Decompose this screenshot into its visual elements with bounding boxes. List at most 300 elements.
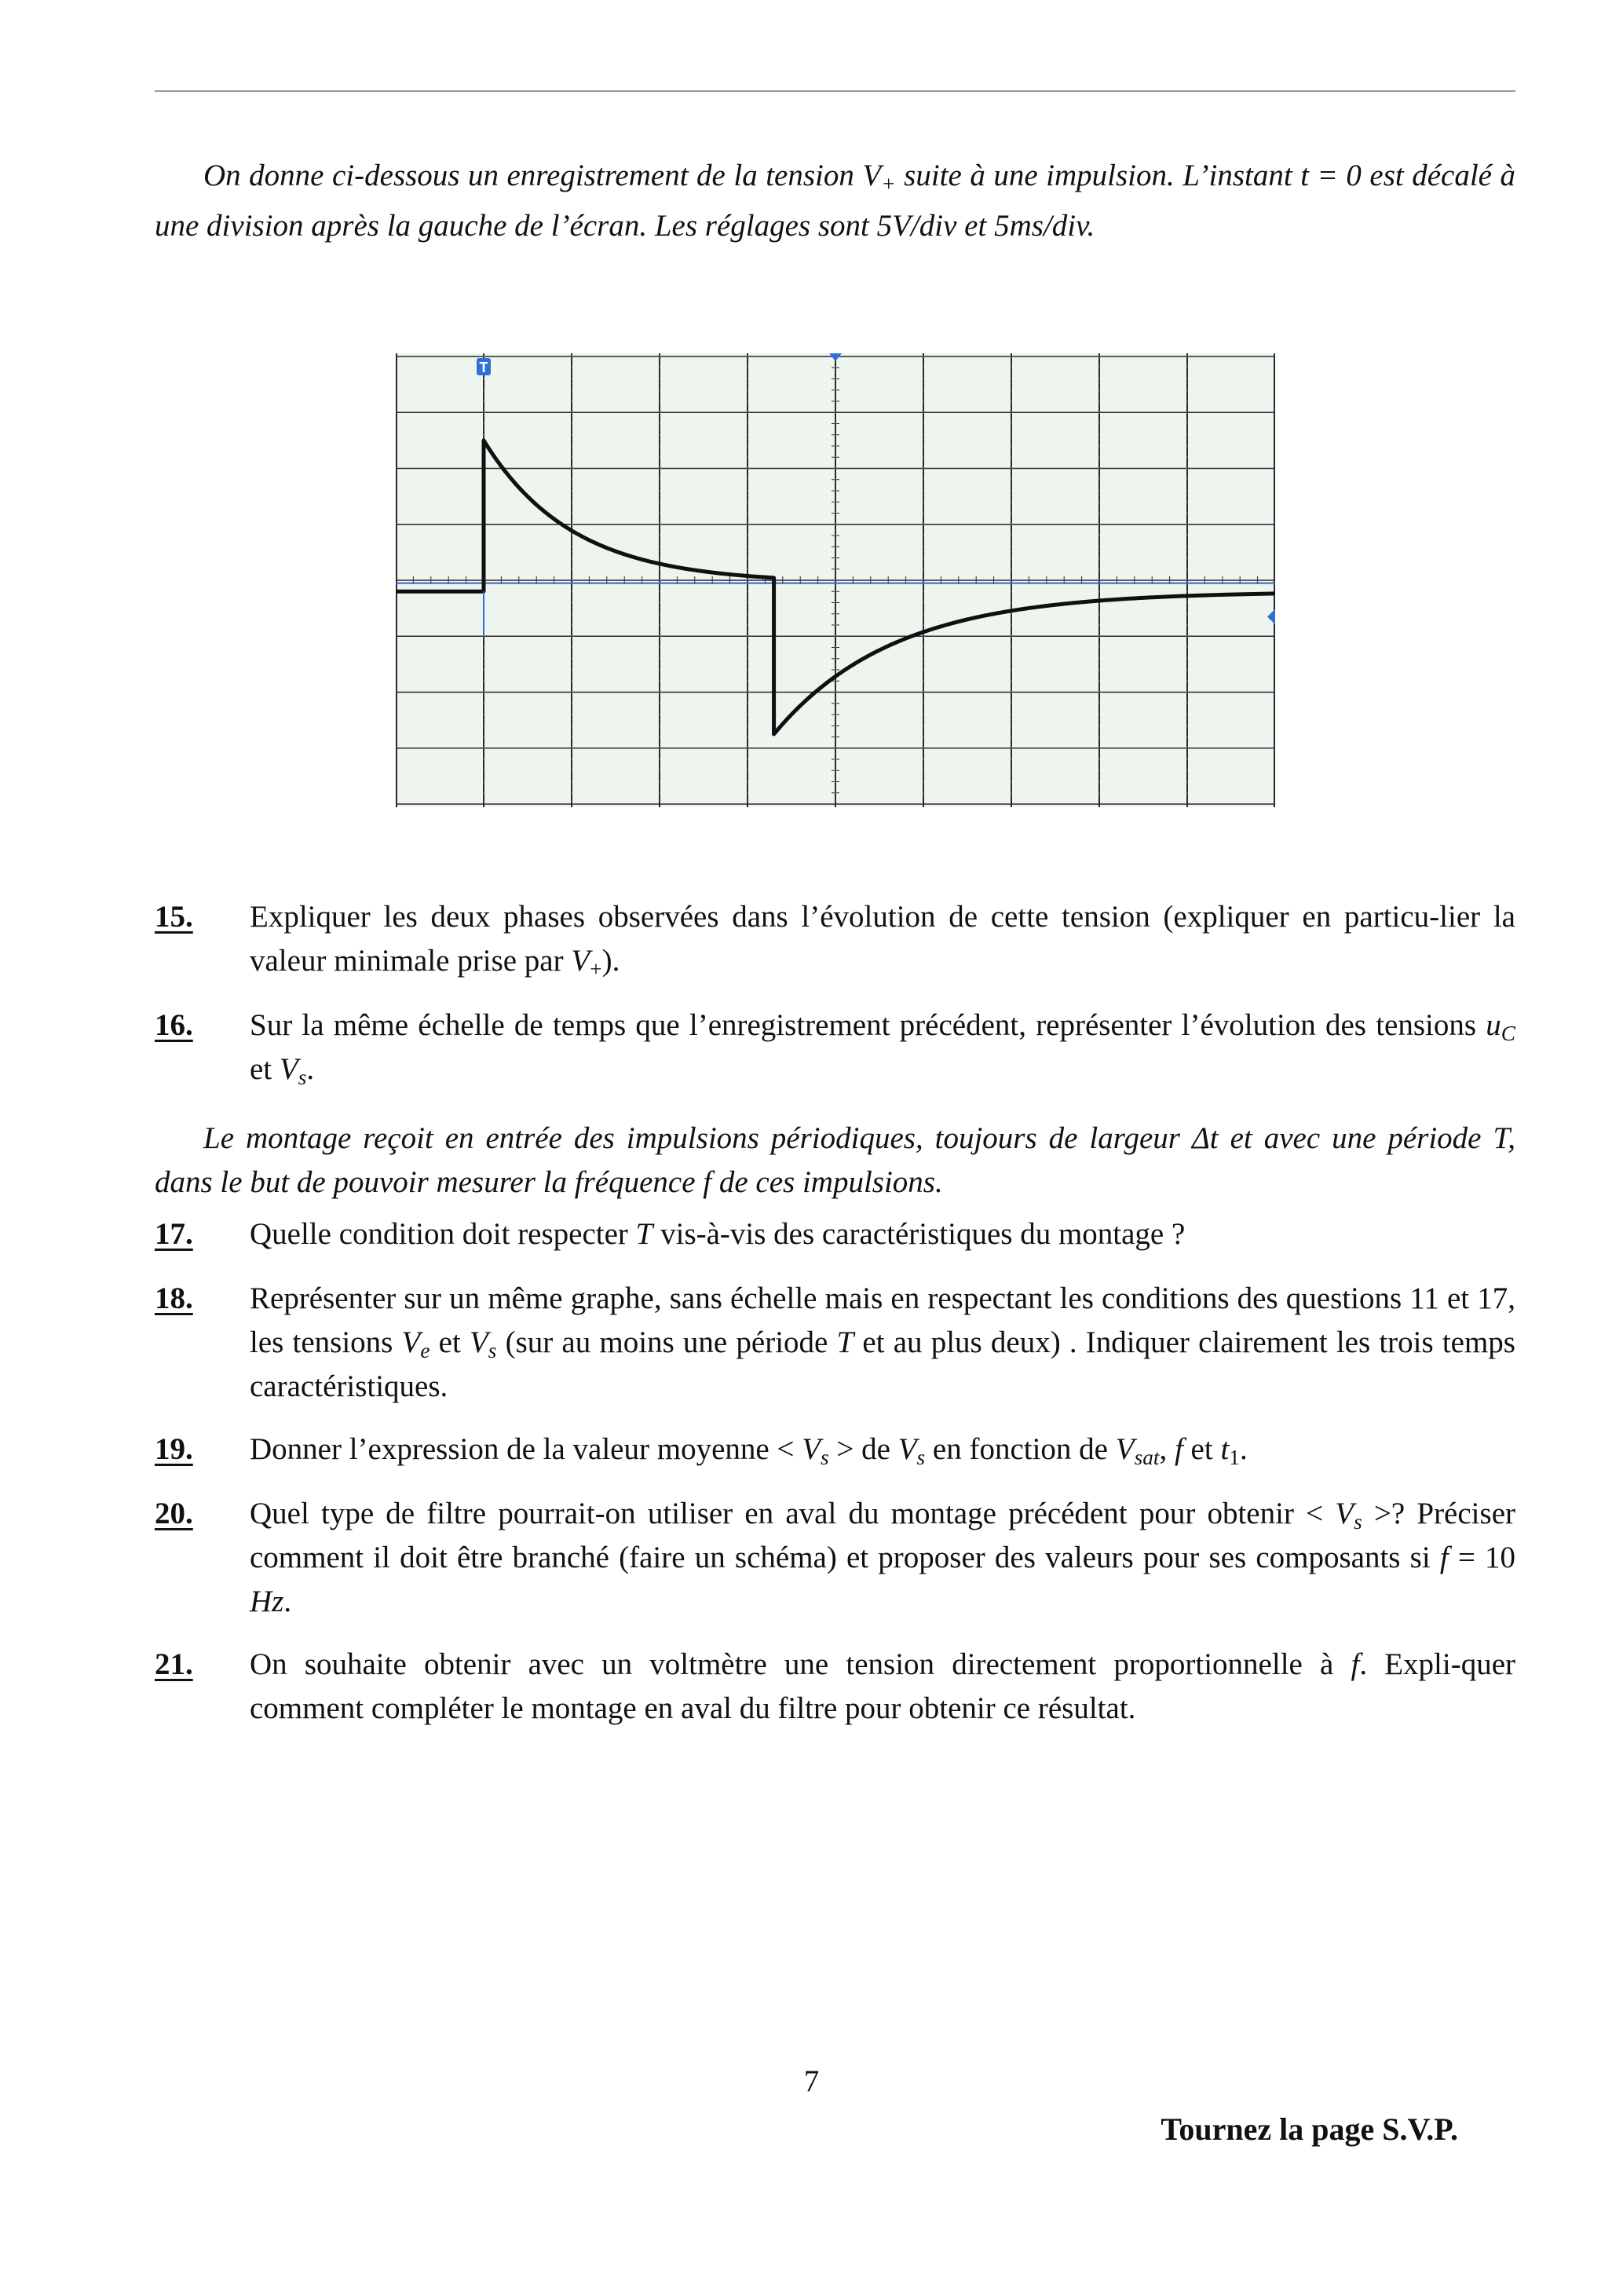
grid-dot: [835, 646, 836, 648]
grid-dot: [835, 579, 836, 581]
grid-dot: [1186, 613, 1188, 615]
grid-dot: [1186, 736, 1188, 737]
grid-dot: [1098, 725, 1100, 726]
grid-dot: [1186, 467, 1188, 469]
grid-dot: [1011, 512, 1012, 514]
grid-dot: [1186, 356, 1188, 357]
grid-dot: [571, 557, 572, 558]
grid-dot: [747, 501, 748, 503]
grid-dot: [1098, 736, 1100, 737]
grid-dot: [923, 378, 924, 379]
grid-dot: [1098, 512, 1100, 514]
grid-dot: [659, 490, 660, 492]
grid-dot: [835, 759, 836, 760]
grid-dot: [1011, 389, 1012, 391]
grid-dot: [747, 736, 748, 737]
grid-dot: [1098, 714, 1100, 715]
grid-dot: [1011, 759, 1012, 760]
grid-dot: [923, 467, 924, 469]
grid-dot: [571, 569, 572, 570]
question-number: 15.: [155, 900, 193, 934]
grid-dot: [1011, 490, 1012, 492]
grid-dot: [571, 736, 572, 737]
grid-dot: [659, 624, 660, 626]
grid-dot: [659, 725, 660, 726]
grid-dot: [1098, 703, 1100, 704]
grid-dot: [923, 792, 924, 794]
grid-dot: [923, 479, 924, 481]
grid-dot: [835, 445, 836, 447]
grid-dot: [483, 669, 484, 671]
grid-dot: [571, 680, 572, 682]
grid-dot: [1011, 579, 1012, 581]
grid-dot: [923, 703, 924, 704]
grid-dot: [1186, 781, 1188, 782]
grid-dot: [571, 725, 572, 726]
grid-dot: [1011, 624, 1012, 626]
grid-dot: [923, 646, 924, 648]
grid-dot: [747, 490, 748, 492]
grid-dot: [835, 501, 836, 503]
grid-dot: [747, 456, 748, 458]
grid-dot: [571, 646, 572, 648]
grid-dot: [747, 467, 748, 469]
grid-dot: [1098, 389, 1100, 391]
grid-dot: [1098, 669, 1100, 671]
grid-dot: [747, 781, 748, 782]
grid-dot: [659, 781, 660, 782]
grid-dot: [747, 703, 748, 704]
grid-dot: [835, 613, 836, 615]
grid-dot: [1011, 601, 1012, 603]
grid-dot: [659, 524, 660, 525]
grid-dot: [483, 680, 484, 682]
grid-dot: [747, 748, 748, 749]
grid-dot: [835, 680, 836, 682]
question-21: [155, 1643, 1515, 1731]
question-18: [155, 1277, 1515, 1409]
grid-dot: [571, 546, 572, 547]
grid-dot: [923, 535, 924, 536]
grid-dot: [1011, 524, 1012, 525]
grid-dot: [1011, 367, 1012, 368]
question-text: On souhaite obtenir avec un voltmètre une tension directement proportionnelle à f. Expli-quer comment compléter le montage en aval du filtre pour obtenir ce résultat.: [250, 1647, 1516, 1725]
grid-dot: [835, 524, 836, 525]
grid-dot: [923, 590, 924, 592]
grid-dot: [923, 624, 924, 626]
grid-dot: [571, 635, 572, 637]
grid-dot: [747, 601, 748, 603]
grid-dot: [1098, 680, 1100, 682]
paragraph-impulsions: [155, 1117, 1515, 1205]
grid-dot: [1011, 725, 1012, 726]
grid-dot: [1011, 434, 1012, 436]
grid-dot: [483, 792, 484, 794]
grid-dot: [571, 601, 572, 603]
grid-dot: [747, 557, 748, 558]
grid-dot: [659, 367, 660, 368]
grid-dot: [1186, 725, 1188, 726]
grid-dot: [571, 434, 572, 436]
grid-dot: [659, 601, 660, 603]
grid-dot: [835, 512, 836, 514]
grid-dot: [747, 590, 748, 592]
grid-dot: [835, 367, 836, 368]
grid-dot: [1186, 400, 1188, 402]
grid-dot: [1011, 356, 1012, 357]
grid-dot: [1186, 535, 1188, 536]
grid-dot: [483, 691, 484, 693]
grid-dot: [1098, 792, 1100, 794]
grid-dot: [1011, 456, 1012, 458]
grid-dot: [1186, 601, 1188, 603]
grid-dot: [571, 389, 572, 391]
grid-dot: [571, 367, 572, 368]
grid-dot: [1011, 792, 1012, 794]
grid-dot: [923, 613, 924, 615]
grid-dot: [835, 467, 836, 469]
grid-dot: [659, 535, 660, 536]
grid-dot: [747, 624, 748, 626]
grid-dot: [923, 400, 924, 402]
grid-dot: [659, 445, 660, 447]
grid-dot: [923, 579, 924, 581]
question-number: 19.: [155, 1432, 193, 1466]
grid-dot: [835, 490, 836, 492]
grid-dot: [1186, 378, 1188, 379]
grid-dot: [747, 646, 748, 648]
trigger-marker-label: T: [479, 360, 488, 375]
grid-dot: [1098, 367, 1100, 368]
grid-dot: [571, 748, 572, 749]
grid-dot: [1186, 748, 1188, 749]
grid-dot: [1098, 411, 1100, 413]
grid-dot: [659, 669, 660, 671]
grid-dot: [1186, 490, 1188, 492]
grid-dot: [835, 781, 836, 782]
grid-dot: [835, 624, 836, 626]
grid-dot: [835, 434, 836, 436]
grid-dot: [747, 422, 748, 424]
grid-dot: [571, 467, 572, 469]
grid-dot: [747, 445, 748, 447]
grid-dot: [1098, 445, 1100, 447]
grid-dot: [1186, 422, 1188, 424]
grid-dot: [1011, 613, 1012, 615]
grid-dot: [1186, 389, 1188, 391]
grid-dot: [747, 546, 748, 547]
grid-dot: [1186, 479, 1188, 481]
grid-dot: [747, 569, 748, 570]
grid-dot: [747, 389, 748, 391]
question-number: 17.: [155, 1217, 193, 1251]
grid-dot: [1098, 546, 1100, 547]
grid-dot: [835, 770, 836, 771]
grid-dot: [923, 445, 924, 447]
grid-dot: [923, 411, 924, 413]
question-text: Donner l’expression de la valeur moyenne < $V_s$ > de $V_s$ en fonction de $V_{sat}$, f et $t_1$.: [250, 1432, 1248, 1469]
grid-dot: [1186, 759, 1188, 760]
question-19: [155, 1428, 1515, 1472]
grid-dot: [659, 770, 660, 771]
grid-dot: [571, 490, 572, 492]
grid-dot: [1186, 646, 1188, 648]
grid-dot: [923, 512, 924, 514]
grid-dot: [923, 434, 924, 436]
grid-dot: [1098, 400, 1100, 402]
grid-dot: [1186, 569, 1188, 570]
grid-dot: [747, 792, 748, 794]
grid-dot: [835, 479, 836, 481]
grid-dot: [1011, 691, 1012, 693]
grid-dot: [835, 714, 836, 715]
grid-dot: [1098, 501, 1100, 503]
grid-dot: [483, 748, 484, 749]
grid-dot: [1011, 646, 1012, 648]
grid-dot: [659, 378, 660, 379]
grid-dot: [659, 389, 660, 391]
oscilloscope-plot: [396, 353, 1275, 807]
grid-dot: [1098, 378, 1100, 379]
grid-dot: [747, 669, 748, 671]
grid-dot: [1011, 479, 1012, 481]
grid-dot: [659, 569, 660, 570]
grid-dot: [1186, 669, 1188, 671]
grid-dot: [1186, 714, 1188, 715]
grid-dot: [1098, 479, 1100, 481]
grid-dot: [1098, 490, 1100, 492]
question-20: [155, 1492, 1515, 1624]
grid-dot: [659, 356, 660, 357]
grid-dot: [659, 691, 660, 693]
grid-dot: [483, 378, 484, 379]
grid-dot: [571, 422, 572, 424]
grid-dot: [1098, 356, 1100, 357]
grid-dot: [923, 725, 924, 726]
oscilloscope-screen: [396, 353, 1275, 807]
question-number: 18.: [155, 1281, 193, 1315]
grid-dot: [923, 714, 924, 715]
grid-dot: [1098, 569, 1100, 570]
grid-dot: [1011, 411, 1012, 413]
grid-dot: [1011, 680, 1012, 682]
grid-dot: [923, 680, 924, 682]
grid-dot: [571, 524, 572, 525]
grid-dot: [571, 400, 572, 402]
grid-dot: [1186, 624, 1188, 626]
grid-dot: [1011, 658, 1012, 660]
grid-dot: [1186, 703, 1188, 704]
grid-dot: [747, 400, 748, 402]
grid-dot: [1098, 456, 1100, 458]
grid-dot: [1011, 748, 1012, 749]
grid-dot: [835, 456, 836, 458]
grid-dot: [483, 703, 484, 704]
grid-dot: [747, 579, 748, 581]
question-text: Sur la même échelle de temps que l’enregistrement précédent, représenter l’évolution des tensions $u_C$ et $V_s$.: [250, 1008, 1515, 1089]
grid-dot: [747, 378, 748, 379]
grid-dot: [1098, 691, 1100, 693]
grid-dot: [1098, 557, 1100, 558]
grid-dot: [571, 759, 572, 760]
grid-dot: [1186, 546, 1188, 547]
grid-dot: [1098, 770, 1100, 771]
grid-dot: [1098, 422, 1100, 424]
grid-dot: [1186, 635, 1188, 637]
grid-dot: [1098, 579, 1100, 581]
grid-dot: [1011, 422, 1012, 424]
grid-dot: [1186, 434, 1188, 436]
grid-dot: [1011, 546, 1012, 547]
grid-dot: [835, 736, 836, 737]
grid-dot: [747, 691, 748, 693]
grid-dot: [659, 680, 660, 682]
grid-dot: [747, 714, 748, 715]
question-15: [155, 895, 1515, 983]
grid-dot: [483, 356, 484, 357]
grid-dot: [1186, 411, 1188, 413]
grid-dot: [747, 524, 748, 525]
grid-dot: [571, 714, 572, 715]
grid-dot: [747, 512, 748, 514]
grid-dot: [483, 736, 484, 737]
grid-dot: [659, 400, 660, 402]
grid-dot: [1098, 535, 1100, 536]
grid-dot: [835, 703, 836, 704]
grid-dot: [923, 367, 924, 368]
grid-dot: [923, 691, 924, 693]
grid-dot: [571, 703, 572, 704]
intro-text: On donne ci-dessous un enregistrement de la tension $V_+$ suite à une impulsion. L’instant t = 0 est décalé à une division après la gauche de l’écran. Les réglages sont 5V/div et 5ms/div.: [155, 159, 1515, 243]
grid-dot: [659, 736, 660, 737]
grid-dot: [659, 792, 660, 794]
grid-dot: [1011, 714, 1012, 715]
grid-dot: [747, 434, 748, 436]
question-text: Expliquer les deux phases observées dans l’évolution de cette tension (expliquer en particu-lier la valeur minimale prise par $V_+$).: [250, 900, 1515, 981]
grid-dot: [747, 635, 748, 637]
grid-dot: [483, 422, 484, 424]
grid-dot: [1098, 646, 1100, 648]
grid-dot: [923, 601, 924, 603]
question-text: Quel type de filtre pourrait-on utiliser en aval du montage précédent pour obtenir < $V_s$ >? Préciser comment il doit être branché (faire un schéma) et proposer des valeurs pour ses composants si f = 10 Hz.: [250, 1497, 1515, 1618]
grid-dot: [1186, 367, 1188, 368]
grid-dot: [659, 579, 660, 581]
question-number: 16.: [155, 1008, 193, 1042]
grid-dot: [923, 546, 924, 547]
paragraph-text: Le montage reçoit en entrée des impulsions périodiques, toujours de largeur Δt et avec une période T, dans le but de pouvoir mesurer la fréquence f de ces impulsions.: [155, 1121, 1515, 1199]
grid-dot: [1098, 748, 1100, 749]
grid-dot: [835, 557, 836, 558]
grid-dot: [835, 569, 836, 570]
grid-dot: [659, 646, 660, 648]
grid-dot: [659, 422, 660, 424]
grid-dot: [571, 658, 572, 660]
question-16: [155, 1004, 1515, 1091]
grid-dot: [659, 512, 660, 514]
grid-dot: [483, 400, 484, 402]
grid-dot: [923, 524, 924, 525]
grid-dot: [1011, 400, 1012, 402]
grid-dot: [1011, 535, 1012, 536]
grid-dot: [1186, 590, 1188, 592]
grid-dot: [747, 479, 748, 481]
grid-dot: [835, 400, 836, 402]
grid-dot: [1098, 624, 1100, 626]
question-number: 21.: [155, 1647, 193, 1681]
grid-dot: [835, 535, 836, 536]
grid-dot: [1186, 524, 1188, 525]
grid-dot: [659, 434, 660, 436]
grid-dot: [659, 703, 660, 704]
grid-dot: [1011, 736, 1012, 737]
question-text: Représenter sur un même graphe, sans échelle mais en respectant les conditions des questions 11 et 17, les tensions $V_e$ et $V_s$ (sur au moins une période T et au plus deux) . Indiquer clairement les trois temps caractéristiques.: [250, 1281, 1515, 1403]
grid-dot: [483, 658, 484, 660]
grid-dot: [1011, 781, 1012, 782]
grid-dot: [923, 422, 924, 424]
grid-dot: [571, 479, 572, 481]
grid-dot: [1186, 456, 1188, 458]
grid-dot: [1011, 378, 1012, 379]
question-number: 20.: [155, 1497, 193, 1530]
grid-dot: [659, 613, 660, 615]
intro-paragraph: [155, 151, 1515, 251]
grid-dot: [747, 725, 748, 726]
grid-dot: [483, 411, 484, 413]
grid-dot: [1098, 434, 1100, 436]
grid-dot: [1098, 524, 1100, 525]
grid-dot: [923, 748, 924, 749]
grid-dot: [1098, 781, 1100, 782]
grid-dot: [1098, 590, 1100, 592]
grid-dot: [835, 546, 836, 547]
grid-dot: [835, 601, 836, 603]
grid-dot: [659, 658, 660, 660]
grid-dot: [571, 781, 572, 782]
grid-dot: [571, 669, 572, 671]
page-number: 7: [803, 2064, 820, 2098]
grid-dot: [1186, 501, 1188, 503]
grid-dot: [1186, 445, 1188, 447]
grid-dot: [747, 356, 748, 357]
grid-dot: [571, 535, 572, 536]
grid-dot: [571, 411, 572, 413]
grid-dot: [1011, 501, 1012, 503]
grid-dot: [659, 635, 660, 637]
grid-dot: [1011, 445, 1012, 447]
grid-dot: [571, 691, 572, 693]
grid-dot: [747, 367, 748, 368]
grid-dot: [835, 748, 836, 749]
grid-dot: [1011, 635, 1012, 637]
grid-dot: [923, 635, 924, 637]
grid-dot: [659, 557, 660, 558]
grid-dot: [1186, 770, 1188, 771]
grid-dot: [483, 389, 484, 391]
grid-dot: [1186, 557, 1188, 558]
grid-dot: [835, 658, 836, 660]
grid-dot: [923, 781, 924, 782]
question-text: Quelle condition doit respecter T vis-à-vis des caractéristiques du montage ?: [250, 1217, 1186, 1251]
grid-dot: [835, 691, 836, 693]
grid-dot: [571, 590, 572, 592]
footer-next-page: Tournez la page S.V.P.: [1161, 2111, 1458, 2147]
grid-dot: [923, 569, 924, 570]
grid-dot: [659, 411, 660, 413]
grid-dot: [1011, 590, 1012, 592]
grid-dot: [923, 557, 924, 558]
grid-dot: [1011, 770, 1012, 771]
grid-dot: [483, 714, 484, 715]
